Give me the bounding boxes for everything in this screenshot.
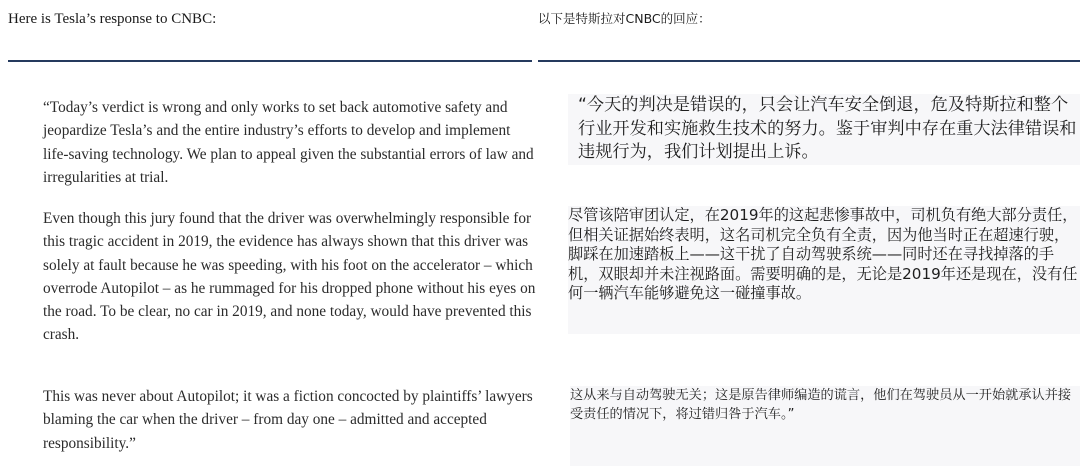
chinese-paragraph-1: “今天的判决是错误的，只会让汽车安全倒退，危及特斯拉和整个行业开发和实施救生技术的努力。鉴于审判中存在重大法律错误和违规行为，我们计划提出上诉。 (568, 94, 1080, 165)
chinese-paragraph-3: 这从来与自动驾驶无关；这是原告律师编造的谎言，他们在驾驶员从一开始就承认并接受责任的情况下，将过错归咎于汽车。” (570, 386, 1080, 466)
chinese-intro: 以下是特斯拉对CNBC的回应： (538, 11, 711, 26)
english-intro: Here is Tesla’s response to CNBC: (8, 11, 217, 27)
english-paragraph-1: “Today’s verdict is wrong and only works to set back automotive safety and jeopardize Tesla’s and the entire industry’s efforts to develop and implement life-saving technology. We plan to appeal given the substantial errors of law and irregularities at trial. (43, 99, 534, 186)
chinese-paragraph-2: 尽管该陪审团认定，在2019年的这起悲惨事故中，司机负有绝大部分责任，但相关证据始终表明，这名司机完全负有全责，因为他当时正在超速行驶，脚踩在加速踏板上——这干扰了自动驾驶系统——同时还在寻找掉落的手机，双眼却并未注视路面。需要明确的是，无论是2019年还是现在，没有任何一辆汽车能够避免这一碰撞事故。 (568, 206, 1080, 334)
english-paragraph-3: This was never about Autopilot; it was a fiction concocted by plaintiffs’ lawyers blaming the car when the driver – from day one – admitted and accepted responsibility.” (43, 388, 533, 452)
chinese-divider (538, 60, 1080, 62)
english-paragraph-2: Even though this jury found that the driver was overwhelmingly responsible for this tragic accident in 2019, the evidence has always shown that this driver was solely at fault because he was speeding, with his foot on the accelerator – which overrode Autopilot – as he rummaged for his dropped phone without his eyes on the road. To be clear, no car in 2019, and none today, would have prevented this crash. (43, 210, 536, 344)
english-divider (8, 60, 532, 62)
